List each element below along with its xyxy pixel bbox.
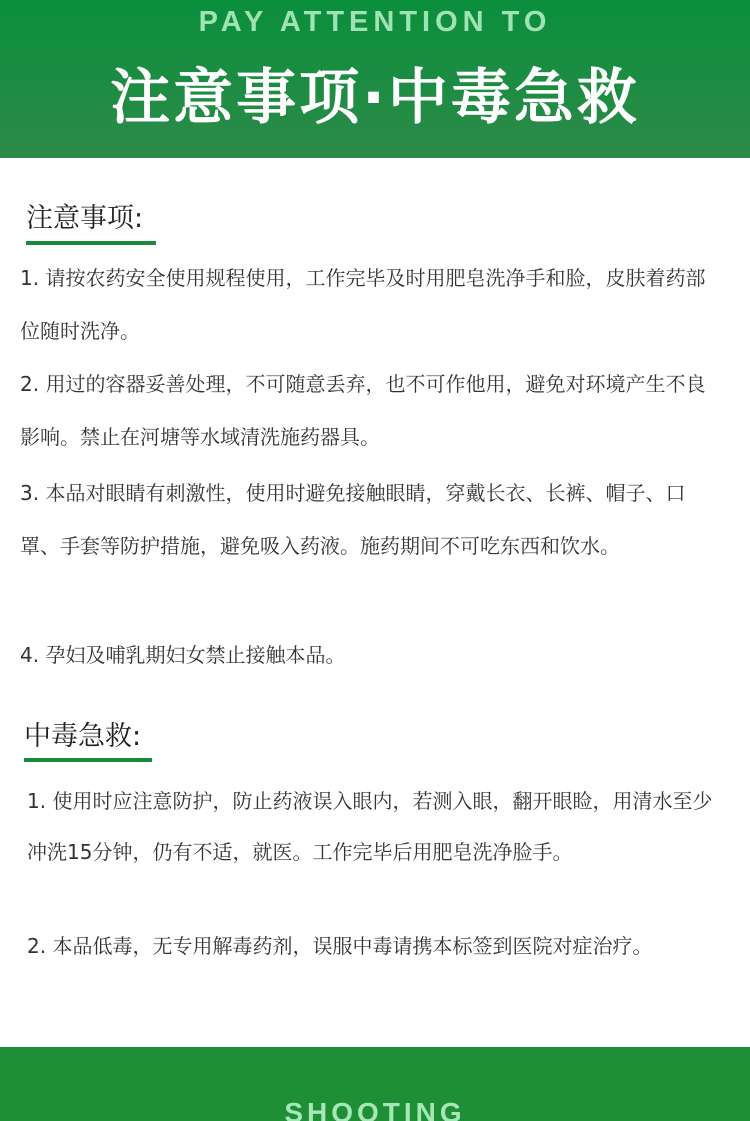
footer-english-title: SHOOTING (284, 1097, 466, 1121)
precautions-title: 注意事项: (26, 203, 144, 234)
header-english-title: PAY ATTENTION TO (198, 6, 552, 38)
first-aid-item-1: 1. 使用时应注意防护，防止药液误入眼内，若测入眼，翻开眼睑，用清水至少冲洗15分钟，仍有不适，就医。工作完毕后用肥皂洗净脸手。 (27, 789, 713, 864)
first-aid-underline (24, 758, 152, 762)
first-aid-title: 中毒急救: (24, 721, 142, 752)
precautions-item-2: 2. 用过的容器妥善处理，不可随意丢弃，也不可作他用，避免对环境产生不良影响。禁止在河塘等水域清洗施药器具。 (20, 372, 706, 449)
header-chinese-title: 注意事项·中毒急救 (110, 63, 640, 133)
precautions-item-3: 3. 本品对眼睛有刺激性，使用时避免接触眼睛，穿戴长衣、长裤、帽子、口罩、手套等防护措施，避免吸入药液。施药期间不可吃东西和饮水。 (20, 481, 686, 558)
precautions-item-1: 1. 请按农药安全使用规程使用，工作完毕及时用肥皂洗净手和脸，皮肤着药部位随时洗净。 (20, 266, 706, 343)
precautions-underline (26, 241, 156, 245)
header-banner (0, 0, 750, 158)
footer-banner (0, 1047, 750, 1121)
precautions-item-4: 4. 孕妇及哺乳期妇女禁止接触本品。 (20, 643, 346, 667)
first-aid-item-2: 2. 本品低毒，无专用解毒药剂，误服中毒请携本标签到医院对症治疗。 (27, 934, 653, 958)
